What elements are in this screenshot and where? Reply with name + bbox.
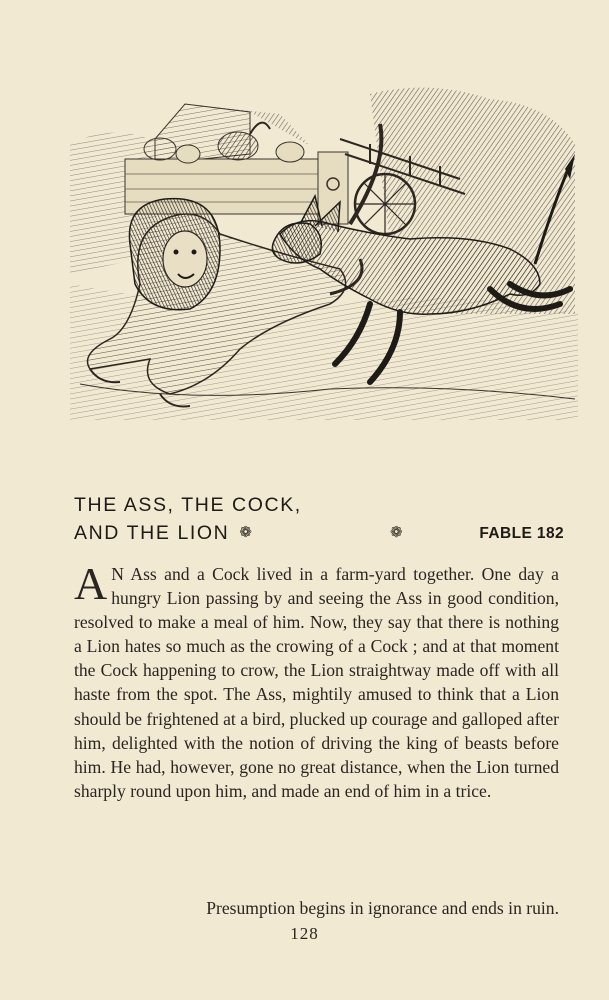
fable-title-block <box>74 492 564 547</box>
fable-body-text: N Ass and a Cock lived in a farm-yard together. One day a hungry Lion passing by and seeing the Ass in good condition, resolved to make a meal of him. Now, they say that there is nothing a Lion hates so much as the crowing of a Cock ; and at that moment the Cock happening to crow, the Lion straightway made off with all haste from the spot. The Ass, mightily amused to think that a Lion should be frightened at a bird, plucked up courage and galloped after him, delighted with the notion of driving the king of beasts before him. He had, however, gone no great distance, when the Lion turned sharply round upon him, and made an end of him in a trice. <box>74 564 559 801</box>
title-line-1: THE ASS, THE COCK, <box>74 494 302 516</box>
fable-moral: Presumption begins in ignorance and ends in ruin. <box>206 898 559 918</box>
fable-body <box>74 558 559 803</box>
fable-number: FABLE 182 <box>479 525 564 542</box>
drop-cap: A <box>74 558 108 609</box>
title-line-2-text: AND THE LION <box>74 522 230 544</box>
flower-ornament-icon-2: ❁ <box>390 525 403 541</box>
engraving-lion-chasing-ass <box>70 84 578 420</box>
page-number: 128 <box>290 924 319 943</box>
flower-ornament-icon: ❁ <box>239 524 254 541</box>
fable-illustration <box>70 84 578 420</box>
